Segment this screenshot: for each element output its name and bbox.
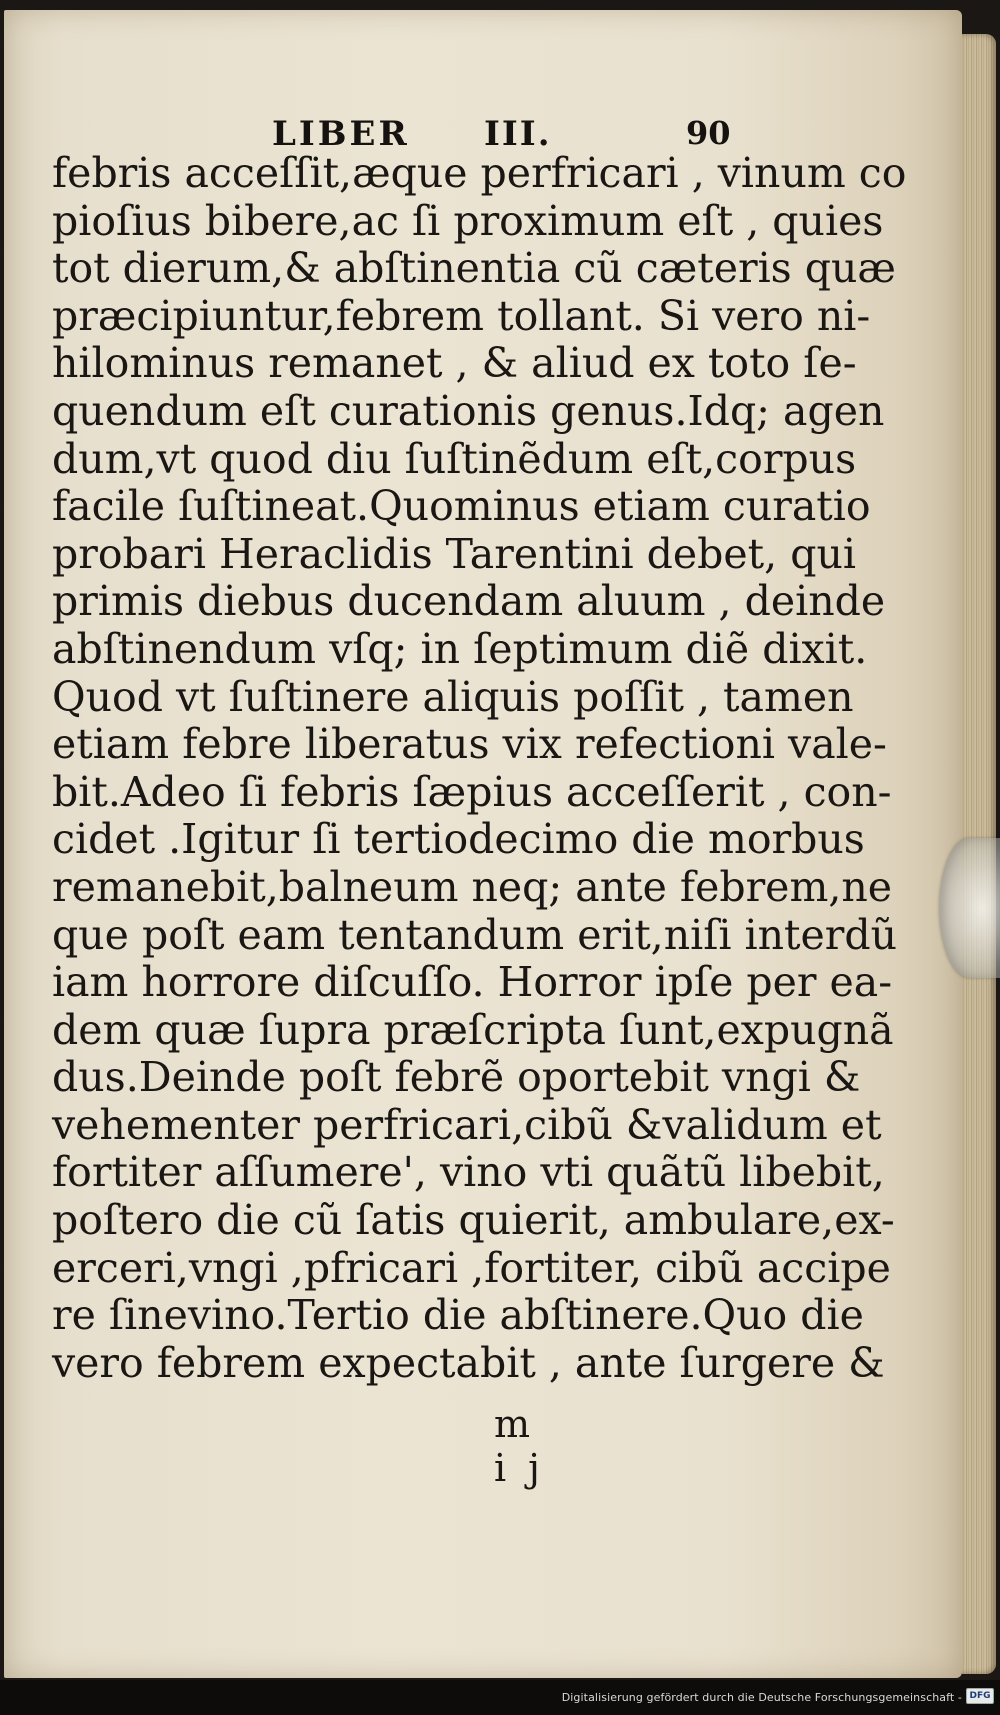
text-line: cidet .Igitur ſi tertiodecimo die morbus (52, 815, 865, 864)
text-block (52, 149, 907, 1387)
dfg-logo: DFG (966, 1688, 994, 1704)
text-line: facile ſuſtineat.Quominus etiam curatio (52, 482, 871, 531)
text-line: probari Heraclidis Tarentini debet, qui (52, 529, 856, 578)
text-line: febris acceſſit,æque perfricari , vinum co (52, 149, 907, 197)
running-head-title: LIBER (272, 114, 410, 154)
text-line: poſtero die cũ ſatis quierit, ambulare,ex- (52, 1196, 895, 1245)
text-line: re ſinevino.Tertio die abſtinere.Quo die (52, 1291, 864, 1340)
folio-number: 90 (686, 114, 731, 152)
text-line: pioſius bibere,ac ſi proximum eſt , quies (52, 196, 884, 245)
text-line: dus.Deinde poſt febrẽ oportebit vngi & (52, 1053, 861, 1102)
text-line: dum,vt quod diu ſuſtinẽdum eſt,corpus (52, 434, 857, 483)
text-line: erceri,vngi ,pfricari ,fortiter, cibũ accipe (52, 1243, 891, 1292)
text-line: primis diebus ducendam aluum , deinde (52, 577, 886, 626)
text-line: bit.Adeo ſi febris ſæpius acceſſerit , con- (52, 767, 892, 816)
text-line: vehementer perfricari,cibũ &validum et (52, 1100, 882, 1149)
text-line: que poſt eam tentandum erit,niſi interdũ (52, 910, 898, 959)
text-line: præcipiuntur,febrem tollant. Si vero ni- (52, 291, 871, 340)
text-line: etiam febre liberatus vix refectioni vale- (52, 720, 887, 769)
digitization-credit: Digitalisierung gefördert durch die Deutsche Forschungsgemeinschaft - (561, 1691, 962, 1704)
text-line: Quod vt ſuſtinere aliquis poſſit , tamen (52, 672, 854, 721)
running-head-book-number: III. (484, 114, 552, 154)
text-line: hilominus remanet , & aliud ex toto ſe- (52, 339, 857, 388)
text-line: tot dierum,& abſtinentia cũ cæteris quæ (52, 244, 896, 293)
text-line: iam horrore diſcuſſo. Horror ipſe per ea- (52, 958, 893, 1007)
footer-strip (0, 1680, 1000, 1715)
text-line: dem quæ ſupra præſcripta ſunt,expugnã (52, 1005, 894, 1054)
text-line: fortiter aſſumere', vino vti quãtũ libebit, (52, 1148, 885, 1197)
page-clip (940, 838, 1000, 978)
text-line: quendum eſt curationis genus.Idq; agen (52, 386, 885, 435)
signature-mark-text: m ij (494, 1402, 562, 1490)
text-line: vero febrem expectabit , ante ſurgere & (52, 1338, 885, 1387)
text-line: abſtinendum vſq; in ſeptimum diẽ dixit. (52, 624, 868, 673)
signature-mark (494, 1402, 614, 1490)
text-line: remanebit,balneum neq; ante febrem,ne (52, 862, 893, 911)
